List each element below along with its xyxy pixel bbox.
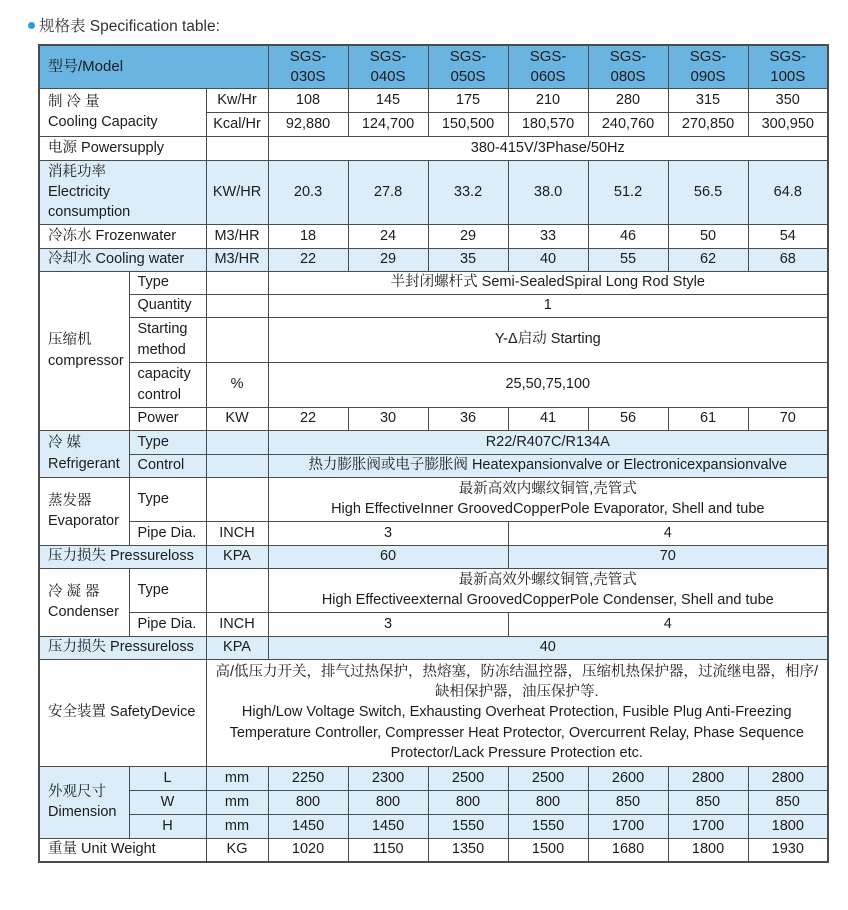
value-cell: 54 xyxy=(748,224,828,248)
value-cell: 92,880 xyxy=(268,112,348,136)
label-line: Starting xyxy=(137,321,188,338)
compressor-capacity-value: 25,50,75,100 xyxy=(268,362,828,407)
value-cell: 1700 xyxy=(668,814,748,838)
value-cell: SGS-050S xyxy=(428,45,508,88)
value-cell: 62 xyxy=(668,248,748,271)
value-cell: 46 xyxy=(588,224,668,248)
value-cell: 41 xyxy=(508,407,588,430)
unit-cell-empty xyxy=(206,294,268,317)
row-pressure-loss-cond xyxy=(39,636,828,659)
row-unit-weight xyxy=(39,838,828,862)
page-title xyxy=(28,14,848,36)
safety-device-label: 安全装置 SafetyDevice xyxy=(39,659,206,766)
value-cell: SGS-040S xyxy=(348,45,428,88)
unit-cell-empty xyxy=(206,317,268,362)
value-cell: 64.8 xyxy=(748,160,828,224)
label-en: Dimension xyxy=(48,804,117,820)
value-zh: 最新高效外螺纹铜管,壳管式 xyxy=(458,571,637,588)
sub-label: Pipe Dia. xyxy=(129,521,206,545)
specification-table xyxy=(38,44,829,863)
label-zh: 蒸发器 xyxy=(48,492,92,509)
value-cell: SGS-090S xyxy=(668,45,748,88)
value-cell: 27.8 xyxy=(348,160,428,224)
label-zh: 冷 凝 器 xyxy=(48,583,100,600)
unit-cell: KPA xyxy=(206,636,268,659)
value-cell: 108 xyxy=(268,88,348,112)
safety-text-zh: 高/低压力开关，排气过热保护，热熔塞，防冻结温控器，压缩机热保护器，过流继电器，相序/缺相保护器，油压保护等. xyxy=(215,663,819,701)
sub-label xyxy=(129,362,206,407)
value-cell: SGS-030S xyxy=(268,45,348,88)
value-cell: 240,760 xyxy=(588,112,668,136)
value-cell: 36 xyxy=(428,407,508,430)
evaporator-type-value xyxy=(268,477,828,521)
sub-label: W xyxy=(129,790,206,814)
value-cell: 350 xyxy=(748,88,828,112)
label-zh: 压缩机 xyxy=(48,332,92,349)
unit-cell: mm xyxy=(206,814,268,838)
value-cell: 1550 xyxy=(508,814,588,838)
unit-cell: mm xyxy=(206,790,268,814)
unit-cell-empty xyxy=(206,430,268,454)
value-cell: 1800 xyxy=(668,838,748,862)
value-cell: 315 xyxy=(668,88,748,112)
row-frozen-water xyxy=(39,224,828,248)
unit-cell: mm xyxy=(206,766,268,790)
value-cell: 800 xyxy=(508,790,588,814)
value-cell: 30 xyxy=(348,407,428,430)
row-refrigerant-type xyxy=(39,430,828,454)
label-en: consumption xyxy=(48,204,131,221)
value-cell: SGS-080S xyxy=(588,45,668,88)
value-cell: 210 xyxy=(508,88,588,112)
value-cell: 1500 xyxy=(508,838,588,862)
unit-cell: M3/HR xyxy=(206,248,268,271)
dimension-label xyxy=(39,766,129,838)
pressure-loss-label: 压力损失 Pressureloss xyxy=(39,545,206,568)
value-cell: 850 xyxy=(668,790,748,814)
cooling-water-label: 冷却水 Cooling water xyxy=(39,248,206,271)
value-cell: 68 xyxy=(748,248,828,271)
row-condenser-type xyxy=(39,568,828,612)
value-cell: 24 xyxy=(348,224,428,248)
value-cell: 22 xyxy=(268,407,348,430)
value-zh: 最新高效内螺纹铜管,壳管式 xyxy=(458,480,637,497)
label-en: Condenser xyxy=(48,604,119,620)
value-cell: 35 xyxy=(428,248,508,271)
pressure-loss-value: 40 xyxy=(268,636,828,659)
refrigerant-label xyxy=(39,430,129,477)
safety-text-en: High/Low Voltage Switch, Exhausting Overheat Protection, Fusible Plug Anti-Freezing Temperature Controller, Compresser Heat Protector, Overcurrent Relay, Phase Sequence Protector/Lack Pressure Protection etc. xyxy=(229,704,804,761)
row-cooling-kw xyxy=(39,88,828,112)
frozen-water-label: 冷冻水 Frozenwater xyxy=(39,224,206,248)
unit-cell: % xyxy=(206,362,268,407)
pipe-dia-value-a: 3 xyxy=(268,521,508,545)
row-compressor-power xyxy=(39,407,828,430)
row-pressure-loss-evap xyxy=(39,545,828,568)
pipe-dia-value-a: 3 xyxy=(268,612,508,636)
page-title-text: 规格表 Specification table: xyxy=(39,18,220,35)
value-cell: 1450 xyxy=(348,814,428,838)
sub-label: Type xyxy=(129,271,206,294)
value-cell: 2800 xyxy=(668,766,748,790)
header-row xyxy=(39,45,828,88)
row-condenser-pipe xyxy=(39,612,828,636)
value-cell: 300,950 xyxy=(748,112,828,136)
sub-label: Pipe Dia. xyxy=(129,612,206,636)
power-supply-label: 电源 Powersupply xyxy=(39,136,206,160)
value-cell: 2500 xyxy=(428,766,508,790)
value-cell: SGS-060S xyxy=(508,45,588,88)
value-cell: 1700 xyxy=(588,814,668,838)
value-en: High Effectiveexternal GroovedCopperPole Condenser, Shell and tube xyxy=(321,592,774,608)
value-cell: 40 xyxy=(508,248,588,271)
unit-weight-label: 重量 Unit Weight xyxy=(39,838,206,862)
row-compressor-quantity xyxy=(39,294,828,317)
model-header-label: 型号/Model xyxy=(39,45,268,88)
unit-cell: INCH xyxy=(206,521,268,545)
electricity-label xyxy=(39,160,206,224)
cooling-capacity-label xyxy=(39,88,206,136)
sub-label: Type xyxy=(129,430,206,454)
value-cell: 22 xyxy=(268,248,348,271)
value-cell: 1150 xyxy=(348,838,428,862)
value-cell: SGS-100S xyxy=(748,45,828,88)
bullet-icon xyxy=(28,22,35,29)
value-cell: 56.5 xyxy=(668,160,748,224)
row-evaporator-type xyxy=(39,477,828,521)
evaporator-label xyxy=(39,477,129,545)
sub-label: Power xyxy=(129,407,206,430)
pipe-dia-value-b: 4 xyxy=(508,521,828,545)
value-cell: 150,500 xyxy=(428,112,508,136)
sub-label: Type xyxy=(129,568,206,612)
value-cell: 850 xyxy=(588,790,668,814)
value-cell: 29 xyxy=(428,224,508,248)
value-cell: 1350 xyxy=(428,838,508,862)
label-zh: 消耗功率 xyxy=(48,163,106,180)
sub-label: Quantity xyxy=(129,294,206,317)
value-cell: 29 xyxy=(348,248,428,271)
value-cell: 33.2 xyxy=(428,160,508,224)
row-compressor-starting xyxy=(39,317,828,362)
label-en: Evaporator xyxy=(48,513,119,529)
row-dimension-l xyxy=(39,766,828,790)
unit-cell: M3/HR xyxy=(206,224,268,248)
sub-label: L xyxy=(129,766,206,790)
sub-label xyxy=(129,317,206,362)
value-cell: 145 xyxy=(348,88,428,112)
value-cell: 175 xyxy=(428,88,508,112)
value-cell: 850 xyxy=(748,790,828,814)
value-cell: 800 xyxy=(428,790,508,814)
sub-label: Type xyxy=(129,477,206,521)
unit-cell-empty xyxy=(206,477,268,521)
sub-label: H xyxy=(129,814,206,838)
unit-cell: Kw/Hr xyxy=(206,88,268,112)
unit-cell-empty xyxy=(206,454,268,477)
unit-cell-empty xyxy=(206,136,268,160)
pipe-dia-value-b: 4 xyxy=(508,612,828,636)
value-cell: 61 xyxy=(668,407,748,430)
unit-cell: INCH xyxy=(206,612,268,636)
value-cell: 1450 xyxy=(268,814,348,838)
row-compressor-capacity xyxy=(39,362,828,407)
label-zh: 外观尺寸 xyxy=(48,783,106,800)
value-en: High EffectiveInner GroovedCopperPole Evaporator, Shell and tube xyxy=(331,501,765,517)
value-cell: 33 xyxy=(508,224,588,248)
value-cell: 800 xyxy=(348,790,428,814)
pressure-loss-label: 压力损失 Pressureloss xyxy=(39,636,206,659)
label-line: method xyxy=(137,341,186,358)
value-cell: 70 xyxy=(748,407,828,430)
value-cell: 2600 xyxy=(588,766,668,790)
refrigerant-control-value: 热力膨胀阀或电子膨胀阀 Heatexpansionvalve or Electronicexpansionvalve xyxy=(268,454,828,477)
unit-cell: KG xyxy=(206,838,268,862)
value-cell: 1020 xyxy=(268,838,348,862)
label-zh: 冷 媒 xyxy=(48,435,82,452)
label-line: control xyxy=(137,386,182,403)
compressor-quantity-value: 1 xyxy=(268,294,828,317)
label-en: Electricity xyxy=(48,183,111,200)
value-cell: 1930 xyxy=(748,838,828,862)
value-cell: 1550 xyxy=(428,814,508,838)
value-cell: 280 xyxy=(588,88,668,112)
row-electricity xyxy=(39,160,828,224)
value-cell: 20.3 xyxy=(268,160,348,224)
row-power-supply xyxy=(39,136,828,160)
value-cell: 124,700 xyxy=(348,112,428,136)
value-cell: 2300 xyxy=(348,766,428,790)
unit-cell: Kcal/Hr xyxy=(206,112,268,136)
power-supply-value: 380-415V/3Phase/50Hz xyxy=(268,136,828,160)
compressor-type-value: 半封闭螺杆式 Semi-SealedSpiral Long Rod Style xyxy=(268,271,828,294)
value-cell: 1800 xyxy=(748,814,828,838)
sub-label: Control xyxy=(129,454,206,477)
value-cell: 2250 xyxy=(268,766,348,790)
unit-cell: KW/HR xyxy=(206,160,268,224)
value-cell: 51.2 xyxy=(588,160,668,224)
value-cell: 2500 xyxy=(508,766,588,790)
value-cell: 56 xyxy=(588,407,668,430)
row-dimension-w xyxy=(39,790,828,814)
row-evaporator-pipe xyxy=(39,521,828,545)
safety-device-text xyxy=(206,659,828,766)
unit-cell: KPA xyxy=(206,545,268,568)
label-zh: 制 冷 量 xyxy=(48,93,100,110)
value-cell: 270,850 xyxy=(668,112,748,136)
row-refrigerant-control xyxy=(39,454,828,477)
pressure-loss-value-b: 70 xyxy=(508,545,828,568)
row-cooling-water xyxy=(39,248,828,271)
value-cell: 180,570 xyxy=(508,112,588,136)
value-cell: 55 xyxy=(588,248,668,271)
value-cell: 2800 xyxy=(748,766,828,790)
unit-cell-empty xyxy=(206,271,268,294)
label-en: compressor xyxy=(48,352,124,369)
compressor-label xyxy=(39,271,129,430)
condenser-label xyxy=(39,568,129,636)
row-dimension-h xyxy=(39,814,828,838)
row-compressor-type xyxy=(39,271,828,294)
condenser-type-value xyxy=(268,568,828,612)
compressor-starting-value: Y-Δ启动 Starting xyxy=(268,317,828,362)
pressure-loss-value-a: 60 xyxy=(268,545,508,568)
value-cell: 1680 xyxy=(588,838,668,862)
unit-cell: KW xyxy=(206,407,268,430)
row-safety-device xyxy=(39,659,828,766)
unit-cell-empty xyxy=(206,568,268,612)
label-line: capacity xyxy=(137,366,191,383)
refrigerant-type-value: R22/R407C/R134A xyxy=(268,430,828,454)
value-cell: 800 xyxy=(268,790,348,814)
value-cell: 38.0 xyxy=(508,160,588,224)
label-en: Cooling Capacity xyxy=(48,114,158,130)
value-cell: 18 xyxy=(268,224,348,248)
label-en: Refrigerant xyxy=(48,455,120,472)
value-cell: 50 xyxy=(668,224,748,248)
